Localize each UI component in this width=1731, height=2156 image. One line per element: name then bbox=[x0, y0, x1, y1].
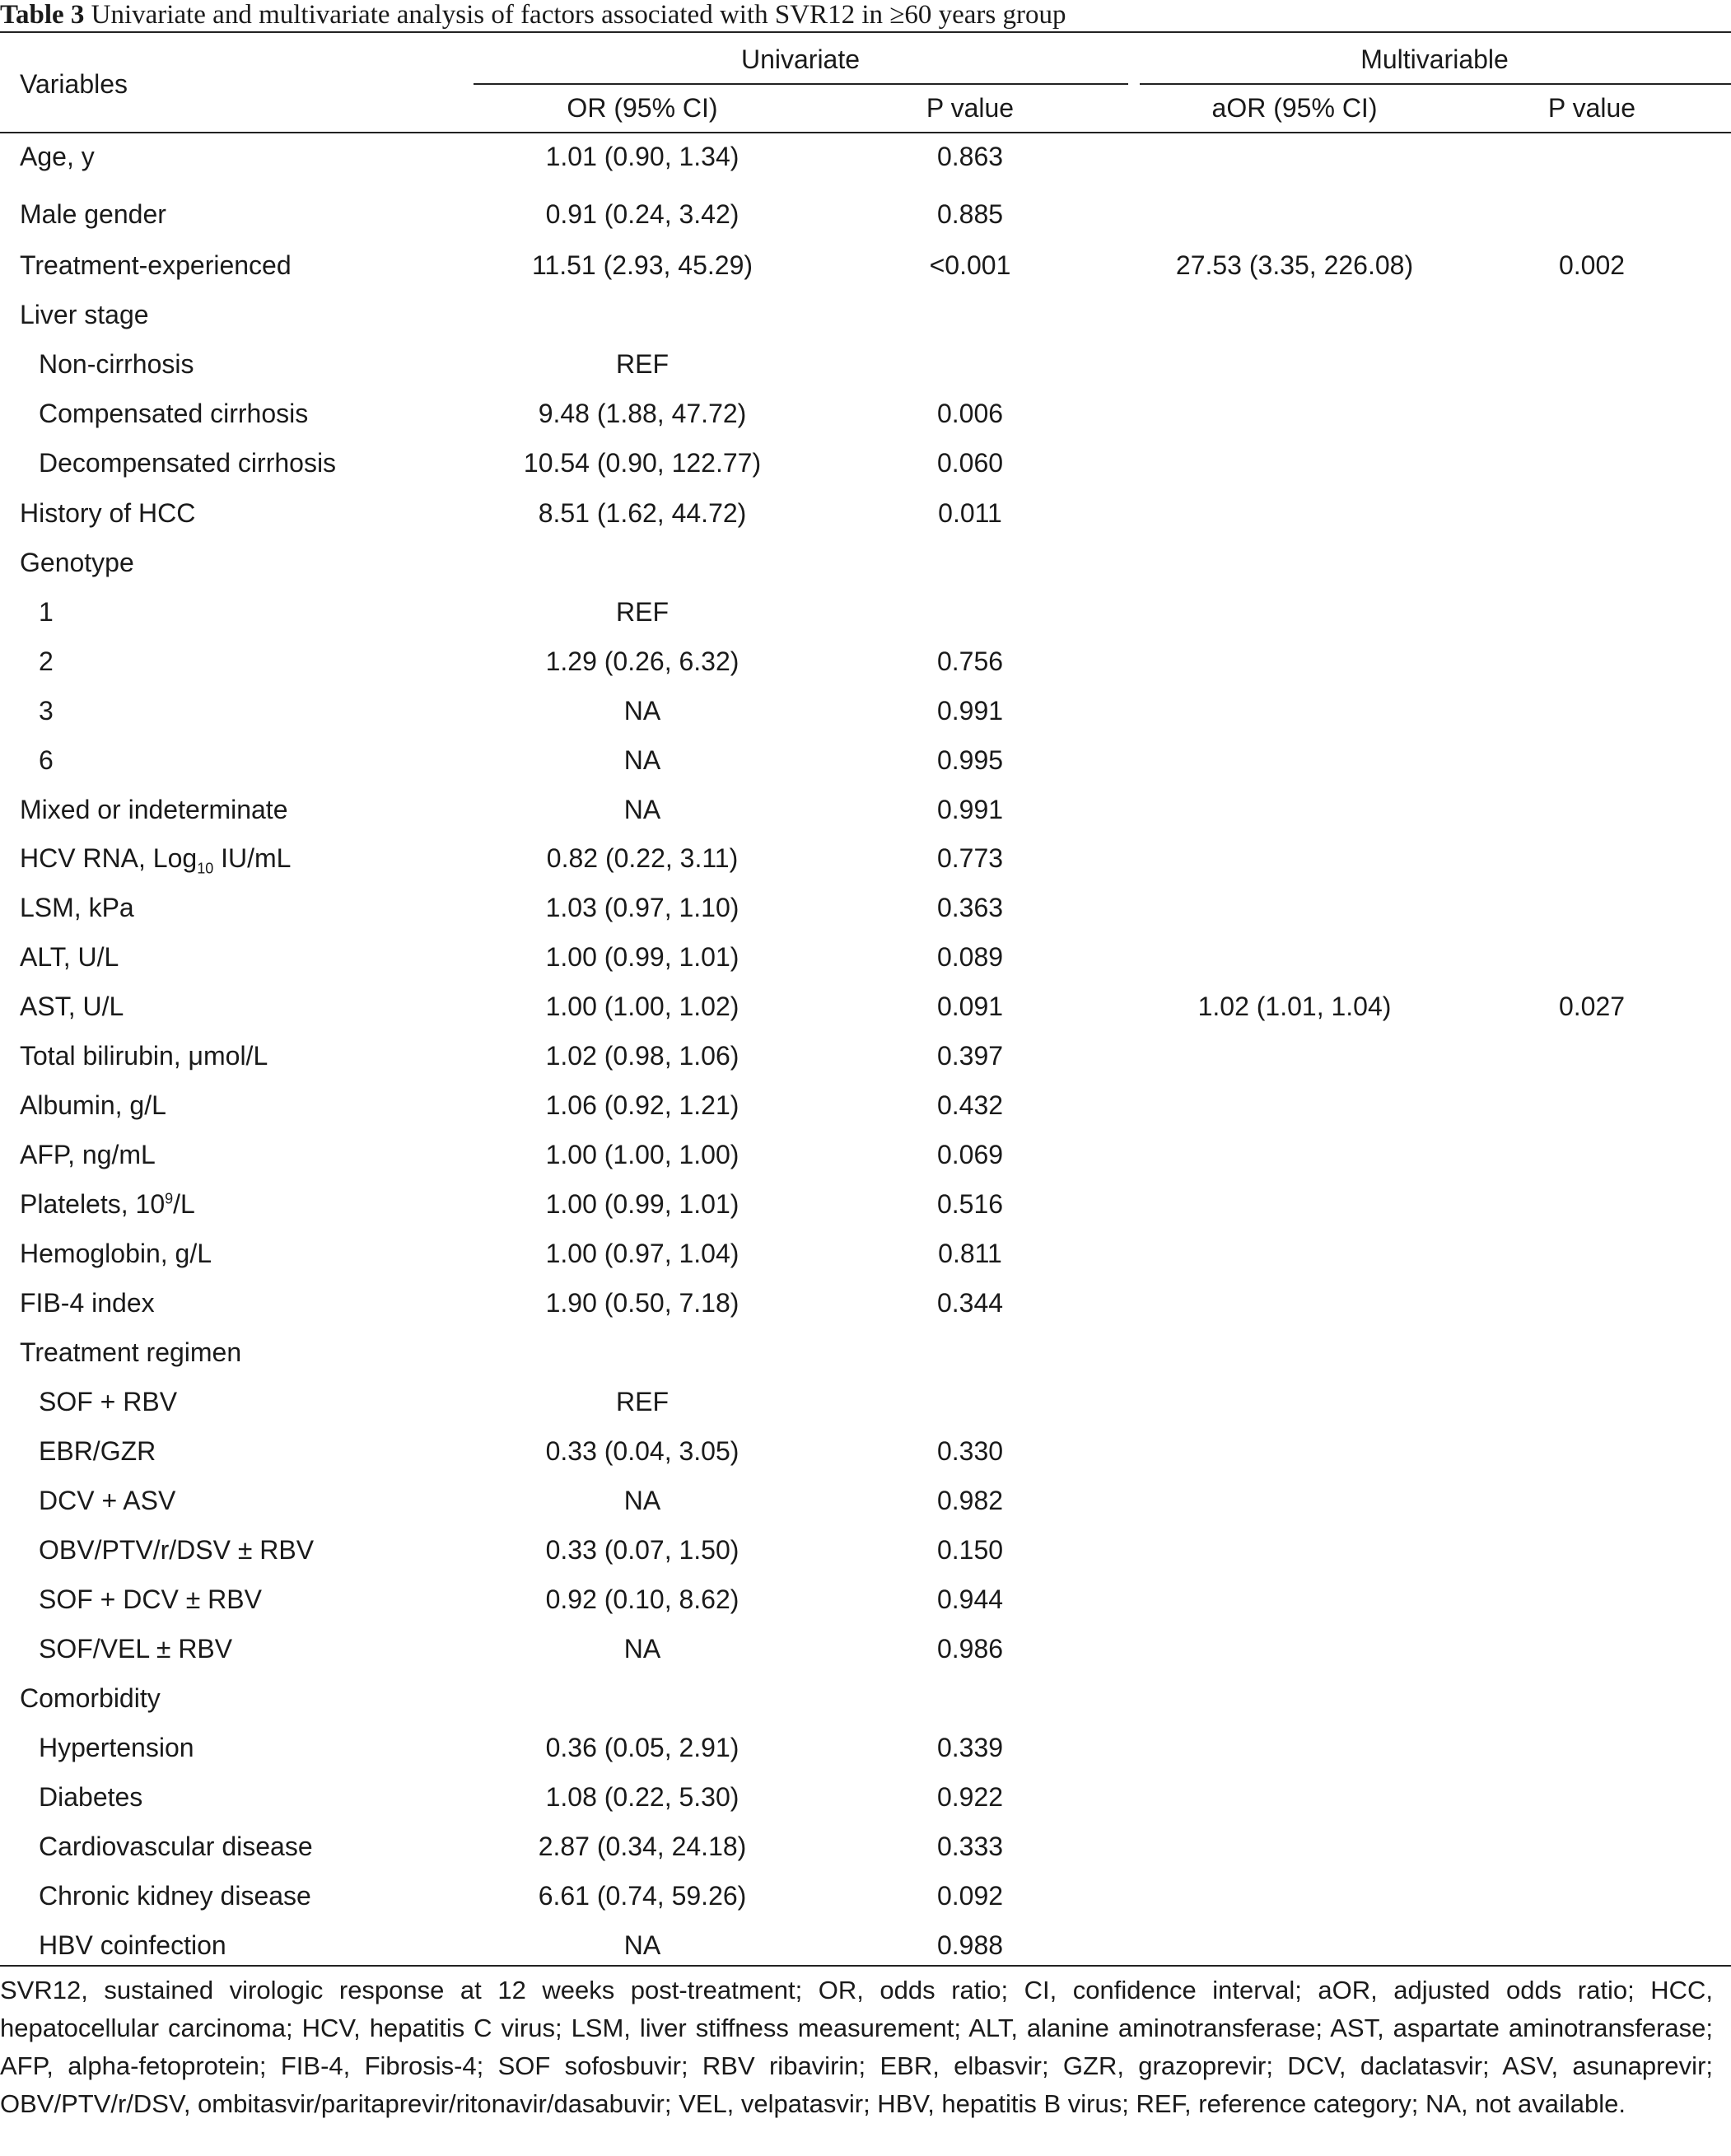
univariate-subrule bbox=[474, 83, 1128, 85]
row-label: Chronic kidney disease bbox=[39, 1881, 311, 1911]
p-value: 0.991 bbox=[936, 795, 1004, 824]
row-label-text: Platelets, 10 bbox=[20, 1189, 166, 1219]
p-value: 0.344 bbox=[936, 1288, 1004, 1318]
p-value: 0.150 bbox=[936, 1535, 1004, 1565]
row-label: Diabetes bbox=[39, 1782, 143, 1812]
or-value: REF bbox=[616, 597, 669, 627]
p-value: 0.397 bbox=[936, 1041, 1004, 1071]
p-value: 0.982 bbox=[936, 1486, 1004, 1515]
row-label: SOF + DCV ± RBV bbox=[39, 1584, 262, 1614]
p-value: 0.330 bbox=[936, 1436, 1004, 1466]
adjusted-p-value: 0.027 bbox=[1558, 992, 1626, 1021]
or-value: NA bbox=[623, 696, 661, 726]
or-value: 11.51 (2.93, 45.29) bbox=[531, 250, 754, 280]
or-value: NA bbox=[623, 1930, 661, 1960]
table-number: Table 3 bbox=[0, 0, 85, 30]
row-label: Treatment-experienced bbox=[20, 250, 292, 280]
row-label: DCV + ASV bbox=[39, 1486, 176, 1515]
table-caption bbox=[0, 0, 1731, 31]
or-value: 1.08 (0.22, 5.30) bbox=[545, 1782, 740, 1812]
row-label bbox=[20, 842, 291, 875]
or-value: 1.03 (0.97, 1.10) bbox=[545, 893, 740, 922]
row-label: AST, U/L bbox=[20, 992, 124, 1021]
row-label-subscript: 10 bbox=[197, 860, 214, 877]
row-label: 2 bbox=[39, 646, 54, 676]
p-value: 0.069 bbox=[936, 1140, 1004, 1169]
p-value: 0.885 bbox=[936, 199, 1004, 229]
header-p-value-multivariable: P value bbox=[1547, 93, 1636, 123]
header-variables: Variables bbox=[20, 69, 128, 99]
p-value: <0.001 bbox=[929, 250, 1011, 280]
or-value: 0.33 (0.07, 1.50) bbox=[545, 1535, 740, 1565]
or-value: 1.00 (1.00, 1.02) bbox=[545, 992, 740, 1021]
bottom-rule bbox=[0, 1965, 1731, 1967]
row-label: ALT, U/L bbox=[20, 942, 119, 972]
or-value: 0.33 (0.04, 3.05) bbox=[545, 1436, 740, 1466]
row-label: Total bilirubin, μmol/L bbox=[20, 1041, 268, 1071]
or-value: 1.02 (0.98, 1.06) bbox=[545, 1041, 740, 1071]
or-value: 1.06 (0.92, 1.21) bbox=[545, 1090, 740, 1120]
p-value: 0.811 bbox=[938, 1239, 1002, 1268]
row-label: EBR/GZR bbox=[39, 1436, 156, 1466]
or-value: 1.00 (1.00, 1.00) bbox=[545, 1140, 740, 1169]
row-label: Comorbidity bbox=[20, 1683, 161, 1713]
row-label: Compensated cirrhosis bbox=[39, 399, 309, 428]
p-value: 0.516 bbox=[936, 1189, 1004, 1219]
row-label: AFP, ng/mL bbox=[20, 1140, 156, 1169]
header-or-ci: OR (95% CI) bbox=[567, 93, 718, 123]
row-label: OBV/PTV/r/DSV ± RBV bbox=[39, 1535, 315, 1565]
row-label-text: /L bbox=[173, 1189, 195, 1219]
table-title: Univariate and multivariate analysis of factors associated with SVR12 in ≥60 years group bbox=[91, 0, 1066, 30]
p-value: 0.922 bbox=[936, 1782, 1004, 1812]
row-label: Albumin, g/L bbox=[20, 1090, 166, 1120]
or-value: 0.82 (0.22, 3.11) bbox=[546, 843, 739, 873]
row-label: Treatment regimen bbox=[20, 1337, 242, 1367]
top-rule bbox=[0, 31, 1731, 33]
or-value: 1.29 (0.26, 6.32) bbox=[545, 646, 740, 676]
or-value: 0.91 (0.24, 3.42) bbox=[545, 199, 740, 229]
p-value: 0.986 bbox=[936, 1634, 1004, 1664]
or-value: NA bbox=[623, 1486, 661, 1515]
p-value: 0.944 bbox=[936, 1584, 1004, 1614]
or-value: 1.01 (0.90, 1.34) bbox=[545, 142, 740, 171]
row-label: Hypertension bbox=[39, 1733, 194, 1762]
row-label: Non-cirrhosis bbox=[39, 349, 194, 379]
row-label-superscript: 9 bbox=[165, 1190, 174, 1207]
row-label: Age, y bbox=[20, 142, 95, 171]
or-value: 1.00 (0.99, 1.01) bbox=[545, 1189, 740, 1219]
p-value: 0.006 bbox=[936, 399, 1004, 428]
or-value: NA bbox=[623, 795, 661, 824]
or-value: REF bbox=[616, 1387, 669, 1416]
or-value: 2.87 (0.34, 24.18) bbox=[538, 1832, 747, 1861]
row-label: SOF/VEL ± RBV bbox=[39, 1634, 233, 1664]
or-value: 1.90 (0.50, 7.18) bbox=[545, 1288, 740, 1318]
p-value: 0.363 bbox=[936, 893, 1004, 922]
header-univariate: Univariate bbox=[740, 44, 861, 74]
row-label: 3 bbox=[39, 696, 54, 726]
row-label: Mixed or indeterminate bbox=[20, 795, 288, 824]
p-value: 0.333 bbox=[936, 1832, 1004, 1861]
row-label: HBV coinfection bbox=[39, 1930, 226, 1960]
row-label: Decompensated cirrhosis bbox=[39, 448, 337, 478]
row-label: 6 bbox=[39, 745, 54, 775]
row-label: Liver stage bbox=[20, 300, 149, 329]
p-value: 0.339 bbox=[936, 1733, 1004, 1762]
row-label-text: HCV RNA, Log bbox=[20, 843, 198, 873]
row-label bbox=[20, 1188, 195, 1220]
table-footnote: SVR12, sustained virologic response at 12 weeks post-treatment; OR, odds ratio; CI, confidence interval; aOR, adjusted odds ratio; HCC, hepatocellular carcinoma; HCV, hepatitis C virus; LSM, liver stiffness measurement; ALT, alanine aminotransferase; AST, aspartate aminotransferase; AFP, alpha-fetoprotein; FIB-4, Fibrosis-4; SOF sofosbuvir; RBV ribavirin; EBR, elbasvir; GZR, grazoprevir; DCV, daclatasvir; ASV, asunaprevir; OBV/PTV/r/DSV, ombitasvir/paritaprevir/ritonavir/dasabuvir; VEL, velpatasvir; HBV, hepatitis B virus; REF, reference category; NA, not available. bbox=[0, 1976, 1713, 2118]
or-value: 9.48 (1.88, 47.72) bbox=[538, 399, 747, 428]
or-value: NA bbox=[623, 1634, 661, 1664]
row-label: History of HCC bbox=[20, 498, 196, 528]
row-label: Hemoglobin, g/L bbox=[20, 1239, 212, 1268]
p-value: 0.863 bbox=[936, 142, 1004, 171]
row-label: Genotype bbox=[20, 548, 134, 577]
row-label: SOF + RBV bbox=[39, 1387, 178, 1416]
p-value: 0.991 bbox=[936, 696, 1004, 726]
aor-value: 27.53 (3.35, 226.08) bbox=[1175, 250, 1414, 280]
p-value: 0.773 bbox=[936, 843, 1004, 873]
header-p-value-univariate: P value bbox=[926, 93, 1015, 123]
p-value: 0.091 bbox=[936, 992, 1004, 1021]
p-value: 0.092 bbox=[936, 1881, 1004, 1911]
or-value: 1.00 (0.97, 1.04) bbox=[545, 1239, 740, 1268]
or-value: 6.61 (0.74, 59.26) bbox=[538, 1881, 747, 1911]
or-value: 1.00 (0.99, 1.01) bbox=[545, 942, 740, 972]
p-value: 0.089 bbox=[936, 942, 1004, 972]
or-value: 10.54 (0.90, 122.77) bbox=[523, 448, 762, 478]
p-value: 0.432 bbox=[936, 1090, 1004, 1120]
or-value: 0.92 (0.10, 8.62) bbox=[545, 1584, 740, 1614]
p-value: 0.988 bbox=[936, 1930, 1004, 1960]
or-value: REF bbox=[616, 349, 669, 379]
p-value: 0.060 bbox=[936, 448, 1004, 478]
row-label: Cardiovascular disease bbox=[39, 1832, 313, 1861]
p-value: 0.756 bbox=[936, 646, 1004, 676]
row-label: 1 bbox=[39, 597, 54, 627]
or-value: 8.51 (1.62, 44.72) bbox=[538, 498, 747, 528]
p-value: 0.995 bbox=[936, 745, 1004, 775]
row-label: LSM, kPa bbox=[20, 893, 134, 922]
header-bottom-rule bbox=[0, 132, 1731, 133]
adjusted-p-value: 0.002 bbox=[1558, 250, 1626, 280]
row-label: FIB-4 index bbox=[20, 1288, 155, 1318]
multivariable-subrule bbox=[1140, 83, 1731, 85]
header-multivariable: Multivariable bbox=[1360, 44, 1509, 74]
row-label-text: IU/mL bbox=[213, 843, 292, 873]
or-value: 0.36 (0.05, 2.91) bbox=[545, 1733, 740, 1762]
p-value: 0.011 bbox=[938, 498, 1002, 528]
or-value: NA bbox=[623, 745, 661, 775]
row-label: Male gender bbox=[20, 199, 166, 229]
header-aor-ci: aOR (95% CI) bbox=[1211, 93, 1378, 123]
aor-value: 1.02 (1.01, 1.04) bbox=[1197, 992, 1392, 1021]
